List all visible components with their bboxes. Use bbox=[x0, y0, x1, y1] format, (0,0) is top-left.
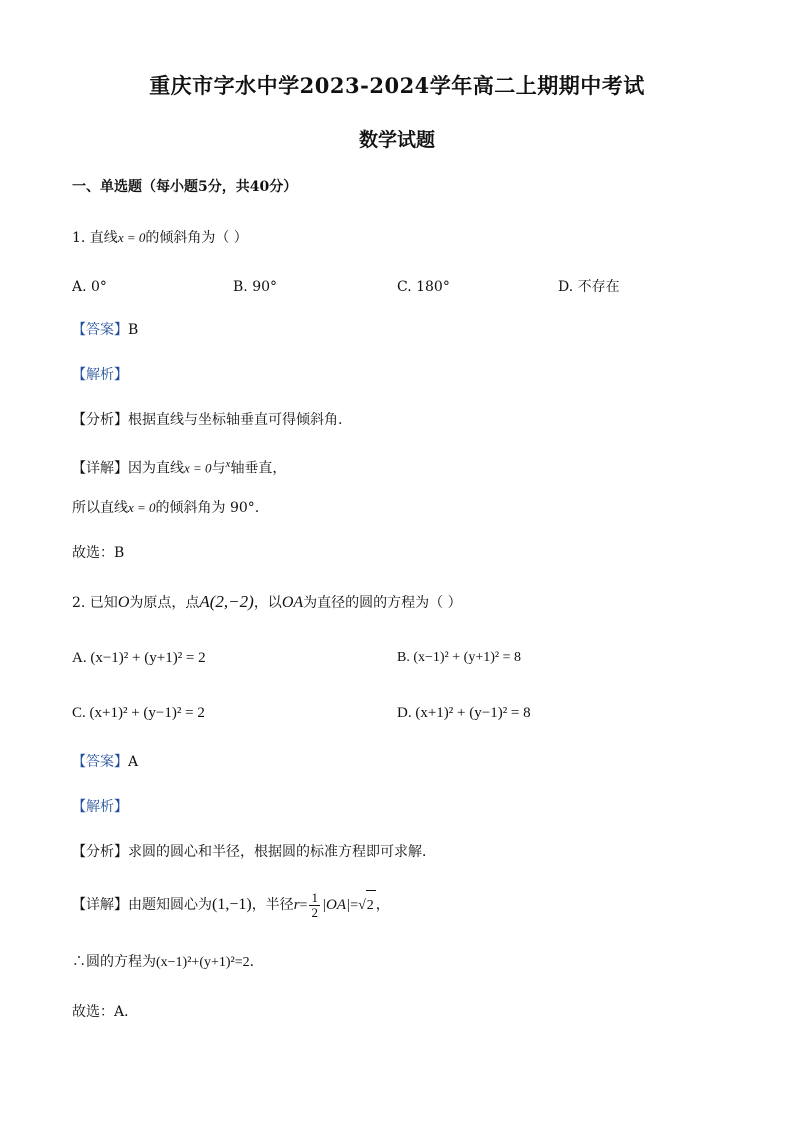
q1-xiangjie-p2: 与 bbox=[211, 460, 226, 477]
q1-conclusion-p1: 所以直线 bbox=[72, 500, 128, 516]
q2-stem bbox=[72, 592, 462, 613]
q2-stem-prefix: 2. 已知 bbox=[72, 595, 118, 611]
q2-option-a: A. (x−1)² + (y+1)² = 2 bbox=[72, 650, 206, 666]
q2-conclusion-math: (x−1)²+(y+1)²=2 bbox=[156, 955, 250, 970]
q2-option-d: D. (x+1)² + (y−1)² = 8 bbox=[397, 705, 531, 721]
q2-analysis-tag: 【解析】 bbox=[72, 799, 128, 815]
q1-answer bbox=[72, 320, 138, 340]
q2-fraction-numerator: 1 bbox=[311, 889, 318, 905]
q1-conclusion-p2: 的倾斜角为 90°. bbox=[155, 500, 260, 516]
q1-fenxi-text: 根据直线与坐标轴垂直可得倾斜角. bbox=[128, 412, 343, 428]
q1-option-d: D. 不存在 bbox=[558, 279, 620, 295]
q2-sqrt-sign: √ bbox=[358, 898, 366, 913]
q2-conclusion-p1: ∴圆的方程为 bbox=[72, 954, 156, 970]
q1-choice: 故选：B bbox=[72, 545, 125, 561]
q1-stem-math: x = 0 bbox=[117, 230, 146, 245]
q1-xiangjie-p1: 因为直线 bbox=[128, 460, 184, 477]
q2-xiangjie bbox=[72, 890, 390, 921]
q2-option-b: B. (x−1)² + (y+1)² = 8 bbox=[397, 650, 521, 665]
q1-option-a: A. 0° bbox=[72, 279, 107, 295]
page-title: 重庆市字水中学2023-2024学年高二上期期中考试 bbox=[149, 73, 645, 98]
q1-conclusion bbox=[72, 498, 259, 518]
q2-xiangjie-end: ， bbox=[375, 897, 390, 913]
q1-xiangjie-p3: 轴垂直， bbox=[230, 460, 287, 477]
q2-xiangjie-abs: |OA| bbox=[321, 897, 351, 913]
q1-fenxi bbox=[72, 410, 342, 430]
q1-option-c: C. 180° bbox=[397, 279, 450, 295]
q2-stem-mid2: ，以 bbox=[253, 595, 282, 611]
q2-fenxi-text: 求圆的圆心和半径，根据圆的标准方程即可求解． bbox=[128, 844, 436, 860]
q1-xiangjie-tag: 【详解】 bbox=[72, 460, 128, 477]
q2-fenxi bbox=[72, 842, 436, 862]
q2-choice: 故选：A． bbox=[72, 1004, 139, 1020]
q2-answer bbox=[72, 752, 138, 772]
q2-answer-value: A bbox=[128, 754, 139, 770]
q1-analysis-tag: 【解析】 bbox=[72, 367, 128, 383]
q1-xiangjie-math: x = 0 bbox=[184, 460, 212, 476]
q1-conclusion-math: x = 0 bbox=[128, 500, 156, 515]
q1-xiangjie bbox=[72, 454, 286, 479]
q2-xiangjie-tag: 【详解】 bbox=[72, 897, 128, 913]
q2-stem-mid1: 为原点，点 bbox=[129, 595, 200, 611]
q1-fenxi-tag: 【分析】 bbox=[72, 412, 128, 428]
q2-stem-o: O bbox=[117, 594, 130, 611]
q2-sqrt-radicand: 2 bbox=[366, 890, 376, 921]
q2-xiangjie-center: (1,−1) bbox=[212, 896, 252, 913]
q2-xiangjie-r: r bbox=[293, 897, 300, 913]
page-subtitle: 数学试题 bbox=[358, 129, 435, 151]
q1-answer-tag: 【答案】 bbox=[72, 322, 128, 338]
q2-stem-suffix: 为直径的圆的方程为（ ） bbox=[303, 595, 462, 611]
q2-xiangjie-eq2: = bbox=[350, 898, 359, 913]
section-heading: 一、单选题（每小题5分，共40分） bbox=[72, 179, 298, 195]
q2-xiangjie-p1: 由题知圆心为 bbox=[128, 897, 212, 913]
q1-stem bbox=[72, 228, 248, 248]
q2-stem-point: A(2,−2) bbox=[199, 592, 254, 611]
q2-fraction-denominator: 2 bbox=[311, 904, 318, 920]
q1-stem-prefix: 1. 直线 bbox=[72, 230, 118, 246]
q2-stem-oa: OA bbox=[281, 594, 304, 611]
q2-answer-tag: 【答案】 bbox=[72, 754, 128, 770]
q1-xiangjie-x: x bbox=[225, 458, 231, 470]
q2-fraction bbox=[309, 891, 320, 920]
q1-stem-suffix: 的倾斜角为（ ） bbox=[145, 230, 248, 246]
q2-xiangjie-p2: ，半径 bbox=[251, 897, 294, 913]
q2-option-c: C. (x+1)² + (y−1)² = 2 bbox=[72, 705, 205, 721]
q2-conclusion bbox=[72, 952, 264, 973]
q1-answer-value: B bbox=[128, 322, 139, 338]
q2-conclusion-end: ． bbox=[249, 954, 264, 970]
q2-fenxi-tag: 【分析】 bbox=[72, 844, 128, 860]
q2-xiangjie-eq1: = bbox=[299, 898, 308, 913]
q1-option-b: B. 90° bbox=[233, 279, 278, 295]
